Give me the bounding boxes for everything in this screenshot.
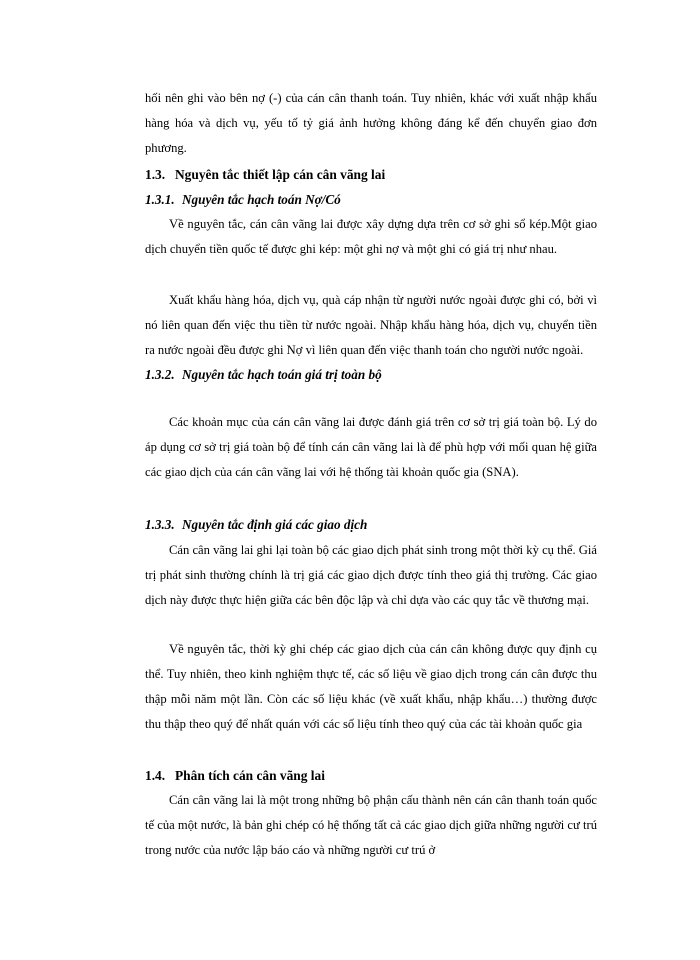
paragraph: Xuất khẩu hàng hóa, dịch vụ, quà cáp nhận từ người nước ngoài được ghi có, bởi vì nó liên quan đến việc thu tiền từ nước ngoài. Nhập khẩu hàng hóa, dịch vụ, chuyển tiền ra nước ngoài đều được ghi Nợ vì liên quan đến việc thanh toán cho người nước ngoài. bbox=[145, 293, 597, 357]
continuation-paragraph: hối nên ghi vào bên nợ (-) của cán cân thanh toán. Tuy nhiên, khác với xuất nhập khẩu hàng hóa và dịch vụ, yếu tố tỷ giá ảnh hưởng không đáng kể đến chuyển giao đơn phương. bbox=[145, 91, 597, 155]
heading-1-4 bbox=[145, 763, 597, 788]
heading-title: Nguyên tắc định giá các giao dịch bbox=[182, 517, 368, 532]
paragraph: Các khoản mục của cán cân vãng lai được đánh giá trên cơ sở trị giá toàn bộ. Lý do áp dụng cơ sở trị giá toàn bộ để tính cán cân vãng lai là để phù hợp với mối quan hệ giữa các giao dịch của cán cân vãng lai với hệ thống tài khoản quốc gia (SNA). bbox=[145, 415, 597, 479]
heading-1-3-1 bbox=[145, 187, 597, 212]
paragraph: Về nguyên tắc, thời kỳ ghi chép các giao dịch của cán cân không được quy định cụ thể. Tuy nhiên, theo kinh nghiệm thực tế, các số liệu về giao dịch trong cán cân được thu thập mỗi năm một lần. Còn các số liệu khác (về xuất khẩu, nhập khẩu…) thường được thu thập theo quý để nhất quán với các số liệu tính theo quý của các tài khoản quốc gia bbox=[145, 642, 597, 731]
heading-title: Nguyên tắc thiết lập cán cân vãng lai bbox=[175, 167, 386, 182]
heading-number: 1.3.2. bbox=[145, 367, 175, 382]
heading-1-3 bbox=[145, 162, 597, 187]
heading-number: 1.3.1. bbox=[145, 192, 175, 207]
heading-number: 1.4. bbox=[145, 768, 166, 783]
heading-title: Phân tích cán cân vãng lai bbox=[175, 768, 325, 783]
heading-title: Nguyên tắc hạch toán giá trị toàn bộ bbox=[182, 367, 382, 382]
paragraph: Cán cân vãng lai là một trong những bộ phận cấu thành nên cán cân thanh toán quốc tế của một nước, là bản ghi chép có hệ thống tất cả các giao dịch giữa những người cư trú trong nước của nước lập báo cáo và những người cư trú ở bbox=[145, 793, 597, 857]
paragraph: Cán cân vãng lai ghi lại toàn bộ các giao dịch phát sinh trong một thời kỳ cụ thể. Giá trị phát sinh thường chính là trị giá các giao dịch được tính theo giá thị trường. Các giao dịch này được thực hiện giữa các bên độc lập và chỉ dựa vào các quy tắc về thương mại. bbox=[145, 543, 597, 607]
heading-number: 1.3. bbox=[145, 167, 166, 182]
heading-number: 1.3.3. bbox=[145, 517, 175, 532]
heading-1-3-2 bbox=[145, 362, 597, 387]
heading-title: Nguyên tắc hạch toán Nợ/Có bbox=[182, 192, 341, 207]
heading-1-3-3 bbox=[145, 512, 597, 537]
paragraph: Về nguyên tắc, cán cân vãng lai được xây dựng dựa trên cơ sở ghi sổ kép.Một giao dịch chuyển tiền quốc tế được ghi kép: một ghi nợ và một ghi có giá trị như nhau. bbox=[145, 217, 597, 256]
